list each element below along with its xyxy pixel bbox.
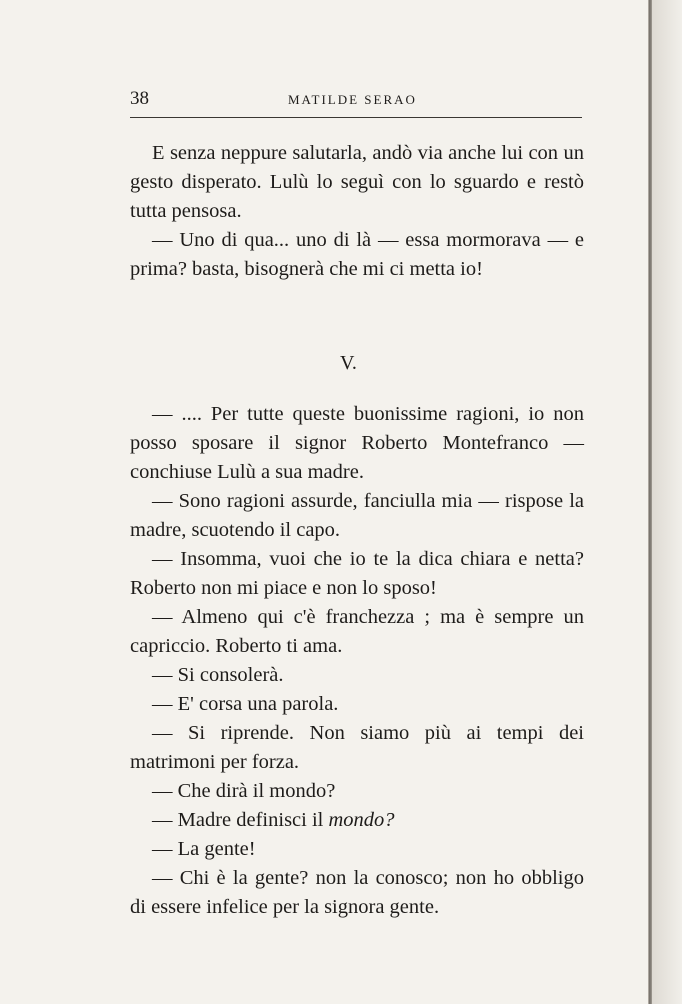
section-v-text: [130, 400, 584, 922]
page-number: 38: [130, 88, 149, 109]
paragraph: — Insomma, vuoi che io te la dica chiara e netta? Roberto non mi piace e non lo sposo!: [130, 548, 584, 599]
paragraph: — Si riprende. Non siamo più ai tempi dei matrimoni per forza.: [130, 722, 584, 773]
paragraph: E senza neppure salutarla, andò via anche lui con un gesto disperato. Lulù lo seguì con lo sguardo e restò tutta pensosa.: [130, 142, 584, 222]
section-heading: V.: [340, 352, 357, 374]
header-rule: [130, 117, 582, 118]
paragraph: — Sono ragioni assurde, fanciulla mia — rispose la madre, scuotendo il capo.: [130, 490, 584, 541]
paragraph-text: — Madre definisci il: [152, 809, 329, 831]
paragraph: — E' corsa una parola.: [152, 693, 339, 715]
paragraph: — Che dirà il mondo?: [152, 780, 336, 802]
page-header: [130, 88, 582, 112]
italic-word: mondo?: [328, 809, 395, 831]
paragraph: — .... Per tutte queste buonissime ragioni, io non posso sposare il signor Roberto Montefranco — conchiuse Lulù a sua madre.: [130, 403, 584, 483]
paragraph: — Si consolerà.: [152, 664, 284, 686]
paragraph: — La gente!: [152, 838, 256, 860]
page-gutter-shadow: [652, 0, 682, 1004]
paragraph: — Almeno qui c'è franchezza ; ma è sempre un capriccio. Roberto ti ama.: [130, 606, 584, 657]
paragraph: — Uno di qua... uno di là — essa mormorava — e prima? basta, bisognerà che mi ci metta io!: [130, 229, 584, 280]
paragraph: [130, 806, 584, 835]
book-binding-edge: [648, 0, 652, 1004]
section-previous-text: [130, 139, 584, 284]
paragraph: — Chi è la gente? non la conosco; non ho obbligo di essere infelice per la signora gente.: [130, 867, 584, 918]
running-title: MATILDE SERAO: [288, 92, 417, 107]
